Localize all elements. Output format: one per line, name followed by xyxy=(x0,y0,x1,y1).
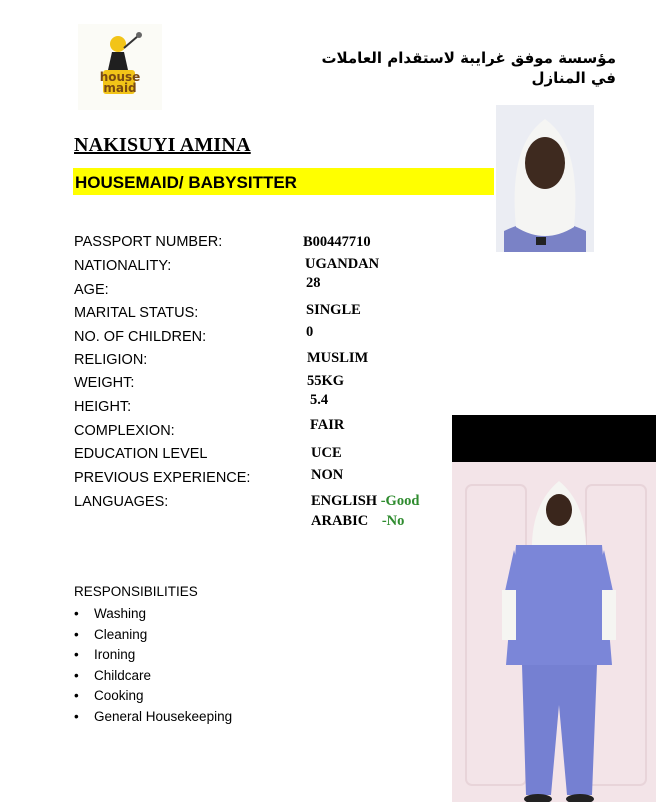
value-age: 28 xyxy=(306,275,321,291)
list-item: • Cleaning xyxy=(74,625,232,646)
list-item: • Washing xyxy=(74,604,232,625)
language-row-english xyxy=(311,493,419,510)
list-item: • Childcare xyxy=(74,666,232,687)
value-nationality: UGANDAN xyxy=(305,256,380,272)
list-item: • Cooking xyxy=(74,686,232,707)
value-religion: MUSLIM xyxy=(307,350,369,366)
list-item: • General Housekeeping xyxy=(74,707,232,728)
agency-name-arabic: مؤسسة موفق غرايبة لاستقدام العاملات في المنازل xyxy=(321,49,616,87)
label-languages: LANGUAGES: xyxy=(74,494,169,510)
logo-text-house: house xyxy=(99,70,141,84)
value-complexion: FAIR xyxy=(310,417,345,433)
value-experience: NON xyxy=(311,467,344,483)
list-item: • Ironing xyxy=(74,645,232,666)
company-logo xyxy=(78,24,162,110)
label-marital-status: MARITAL STATUS: xyxy=(74,305,199,321)
housemaid-logo-icon xyxy=(78,24,162,110)
candidate-name: NAKISUYI AMINA xyxy=(74,134,251,156)
label-complexion: COMPLEXION: xyxy=(74,423,175,439)
label-weight: WEIGHT: xyxy=(74,375,135,391)
label-education: EDUCATION LEVEL xyxy=(74,446,208,462)
label-height: HEIGHT: xyxy=(74,399,132,415)
responsibilities-list xyxy=(74,604,232,727)
label-nationality: NATIONALITY: xyxy=(74,258,172,274)
label-age: AGE: xyxy=(74,282,109,298)
language-level: -Good xyxy=(380,493,420,509)
value-passport: B00447710 xyxy=(303,234,371,250)
responsibilities-title: RESPONSIBILITIES xyxy=(74,584,198,599)
language-row-arabic xyxy=(311,513,404,530)
value-marital-status: SINGLE xyxy=(306,302,361,318)
label-religion: RELIGION: xyxy=(74,352,148,368)
logo-text xyxy=(98,72,142,94)
logo-text-maid: maid xyxy=(103,81,137,95)
value-children: 0 xyxy=(306,324,314,340)
value-weight: 55KG xyxy=(307,373,345,389)
candidate-position: HOUSEMAID/ BABYSITTER xyxy=(75,173,297,192)
language-name: ENGLISH xyxy=(311,493,378,509)
label-experience: PREVIOUS EXPERIENCE: xyxy=(74,470,251,486)
photo-redaction-bar xyxy=(452,415,656,462)
label-children: NO. OF CHILDREN: xyxy=(74,329,207,345)
full-body-photo xyxy=(452,415,656,802)
language-name: ARABIC xyxy=(311,513,369,529)
head-photo xyxy=(496,105,594,252)
label-passport: PASSPORT NUMBER: xyxy=(74,234,223,250)
value-education: UCE xyxy=(311,445,342,461)
value-height: 5.4 xyxy=(310,392,329,408)
language-level: -No xyxy=(381,513,405,529)
